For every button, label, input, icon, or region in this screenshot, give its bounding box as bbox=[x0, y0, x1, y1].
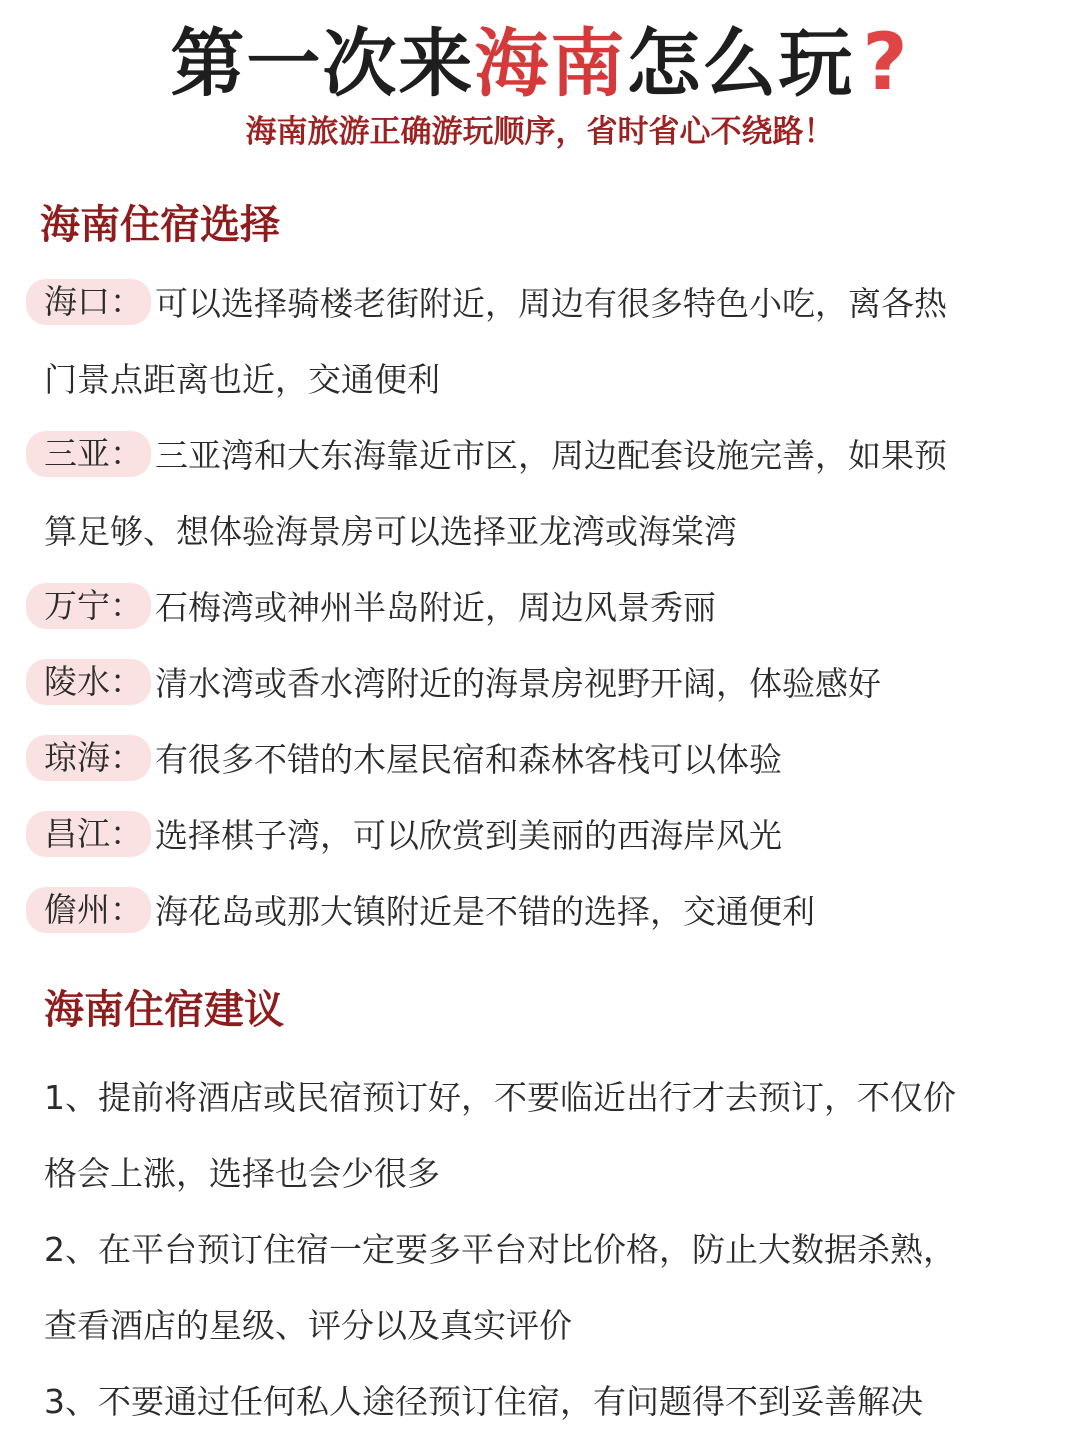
tip-text-cont: 格会上涨，选择也会少很多 bbox=[44, 1154, 440, 1193]
entry-text: 清水湾或香水湾附近的海景房视野开阔，体验感好 bbox=[155, 664, 881, 703]
place-tag: 万宁： bbox=[26, 583, 151, 629]
section-heading-advice: 海南住宿建议 bbox=[44, 987, 284, 1033]
entry-text: 选择棋子湾，可以欣赏到美丽的西海岸风光 bbox=[155, 816, 782, 855]
tip-text: 2、在平台预订住宿一定要多平台对比价格，防止大数据杀熟， bbox=[44, 1230, 956, 1269]
entry-text: 有很多不错的木屋民宿和森林客栈可以体验 bbox=[155, 740, 782, 779]
title-highlight: 海南 bbox=[474, 21, 627, 107]
accommodation-entry-haikou bbox=[26, 266, 1046, 418]
title-part2: 怎么玩 bbox=[626, 21, 855, 107]
place-tag: 儋州： bbox=[26, 887, 151, 933]
section-heading-accommodation: 海南住宿选择 bbox=[40, 202, 280, 248]
entry-text: 海花岛或那大镇附近是不错的选择，交通便利 bbox=[155, 892, 815, 931]
accommodation-entry-qionghai bbox=[26, 722, 1046, 798]
page-subtitle: 海南旅游正确游玩顺序，省时省心不绕路！ bbox=[245, 114, 835, 150]
tip-text-cont: 查看酒店的星级、评分以及真实评价 bbox=[44, 1306, 572, 1345]
tip-text: 3、不要通过任何私人途径预订住宿，有问题得不到妥善解决 bbox=[44, 1382, 923, 1421]
place-tag: 海口： bbox=[26, 279, 151, 325]
accommodation-entry-lingshui bbox=[26, 646, 1046, 722]
entry-text: 石梅湾或神州半岛附近，周边风景秀丽 bbox=[155, 588, 716, 627]
tip-text: 1、提前将酒店或民宿预订好，不要临近出行才去预订，不仅价 bbox=[44, 1078, 956, 1117]
accommodation-entry-changjiang bbox=[26, 798, 1046, 874]
entry-text: 可以选择骑楼老街附近，周边有很多特色小吃，离各热 bbox=[155, 284, 947, 323]
accommodation-entry-sanya bbox=[26, 418, 1046, 570]
page-title bbox=[0, 18, 1080, 109]
title-part1: 第一次来 bbox=[170, 21, 475, 107]
place-tag: 昌江： bbox=[26, 811, 151, 857]
entry-text-cont: 门景点距离也近，交通便利 bbox=[44, 360, 440, 399]
accommodation-entry-wanning bbox=[26, 570, 1046, 646]
advice-tip-1 bbox=[44, 1060, 1054, 1212]
place-tag: 琼海： bbox=[26, 735, 151, 781]
entry-text-cont: 算足够、想体验海景房可以选择亚龙湾或海棠湾 bbox=[44, 512, 737, 551]
place-tag: 三亚： bbox=[26, 431, 151, 477]
place-tag: 陵水： bbox=[26, 659, 151, 705]
accommodation-entry-danzhou bbox=[26, 874, 1046, 950]
advice-tip-3 bbox=[44, 1364, 1054, 1440]
question-mark-icon: ? bbox=[862, 18, 910, 108]
entry-text: 三亚湾和大东海靠近市区，周边配套设施完善，如果预 bbox=[155, 436, 947, 475]
advice-tip-2 bbox=[44, 1212, 1054, 1364]
